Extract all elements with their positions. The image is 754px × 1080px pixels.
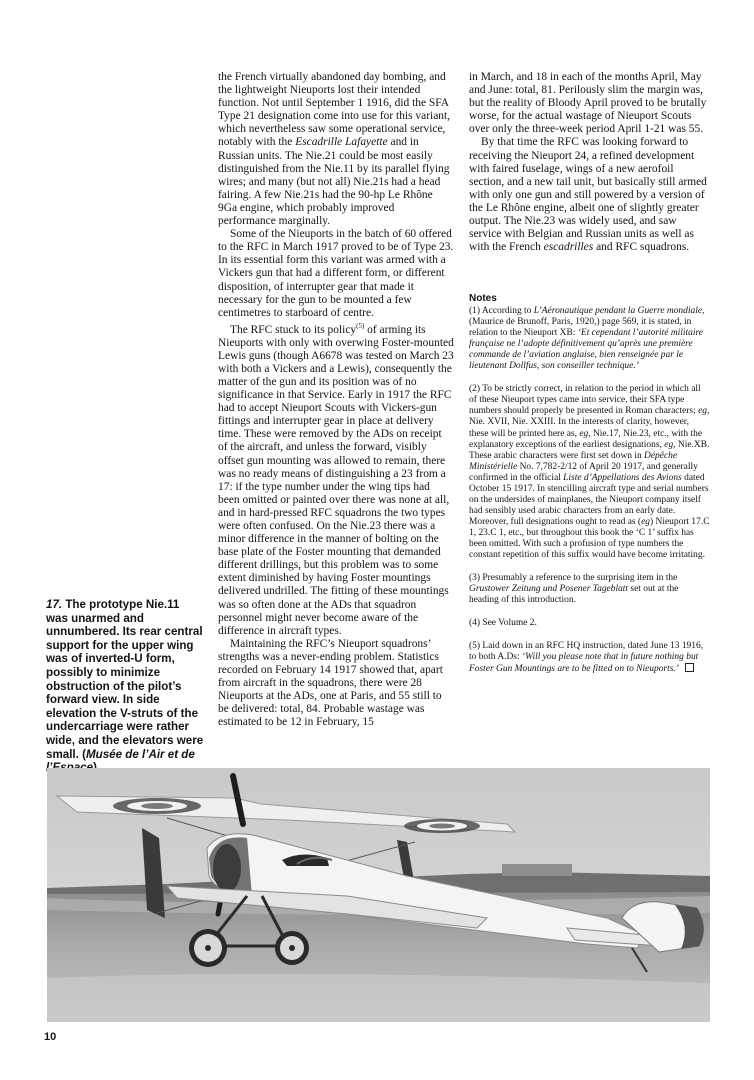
caption-number: 17. bbox=[46, 598, 63, 611]
aircraft-photo bbox=[47, 768, 710, 1022]
main-text-column-right bbox=[469, 71, 709, 254]
figure-caption bbox=[46, 598, 204, 788]
paragraph: Maintaining the RFC’s Nieuport squadrons’ strengths was a never-ending problem. Statistics recorded on February 14 1917 showed that, apart from aircraft in the squadrons, there were 28 Nieuports at the ADs, one at Paris, and 55 still to be delivered: total, 84. Probable wastage was estimated to be 12 in February, 15 bbox=[218, 637, 443, 729]
caption-text: The prototype Nie.11 was unarmed and unnumbered. Its rear central support for the upper wing was of inverted-U form, possibly to minimize obstruction of the pilot’s forward view. In side elevation the V-struts of the undercarriage were rather wide, and the elevators were small. ( bbox=[46, 598, 204, 761]
paragraph: the French virtually abandoned day bombing, and the lightweight Nieuports lost their intended function. Not until September 1 1916, did the SFA Type 21 designation come into use for this variant, which nevertheless saw some operational service, notably with the Escadrille Lafayette and in Russian units. The Nie.21 could be most easily distinguished from the Nie.11 by its parallel flying wires; and many (but not all) Nie.21s had a head fairing. A few Nie.21s had the 90-hp Le Rhône 9Ga engine, which probably improved performance marginally. bbox=[218, 71, 451, 228]
note-3: (3) Presumably a reference to the surprising item in the Grustower Zeitung und Posener Tageblatt set out at the heading of this introduction. bbox=[469, 573, 679, 606]
note-5: (5) Laid down in an RFC HQ instruction, dated June 13 1916, to both A.Ds: ‘Will you please note that in future nothing but Foster Gun Mountings are to be fitted on to Nieuports.’ bbox=[469, 641, 704, 675]
caption-source: Musée de l’Air et de bbox=[85, 747, 195, 761]
notes-heading: Notes bbox=[469, 293, 497, 304]
paragraph: By that time the RFC was looking forward to receiving the Nieuport 24, a refined development with faired fuselage, wings of a new aerofoil section, and a new tail unit, but basically still armed with only one gun and still powered by a version of the Le Rhône engine, albeit one of slightly greater output. The Nie.23 was widely used, and saw service with Belgian and Russian units as well as with the French escadrilles and RFC squadrons. bbox=[469, 136, 707, 254]
footnote-ref: (5) bbox=[356, 321, 365, 330]
main-text-column-middle bbox=[218, 71, 454, 730]
note-4: (4) See Volume 2. bbox=[469, 618, 537, 629]
note-2: (2) To be strictly correct, in relation to the period in which all of these Nieuport types came into service, their SFA type numbers should properly be presented in Roman characters; eg, Nie. XVII, Nie. XXIII. In the interests of clarity, however, these will be printed here as, eg, Nie.17, Nie.23, etc., with the explanatory exceptions of the earliest designations, eg, Nie.XB. These arabic characters were first set down in Dépêche Ministérielle No. 7,782-2/12 of April 20 1917, and generally confirmed in the official Liste d’Appellations des Avions dated October 15 1917. In stencilling aircraft type and serial numbers on the undersides of mainplanes, the Nieuport company itself had sensibly used arabic characters from an early date. Moreover, full designations ought to read as (eg) Nieuport 17.C 1, 23.C 1, etc., but throughout this book the ‘C 1’ suffix has been omitted. With such a profusion of type numbers the constant repetition of this suffix would have become irritating. bbox=[469, 384, 710, 561]
end-of-article-marker bbox=[685, 663, 694, 672]
paragraph: Some of the Nieuports in the batch of 60 offered to the RFC in March 1917 proved to be of Type 23. In its essential form this variant was armed with a Vickers gun that had a different form, or different disposition, of interrupter gear that made it necessary for the gun to be mounted a few centimetres to starboard of centre. bbox=[218, 228, 454, 319]
notes-section bbox=[469, 293, 710, 687]
note-1: (1) According to L’Aéronautique pendant la Guerre mondiale, (Maurice de Brunoff, Paris, 1920,) page 569, it is stated, in relation to the Nieuport XB: ‘Et cependant l’autorité militaire française ne l’adopte définitivement qu’après une première commande de l’aviation anglaise, bien renseignée par le lieutenant Dollfus, son conseiller technique.’ bbox=[469, 306, 705, 372]
paragraph: The RFC stuck to its policy$^{(5)}$ of arming its Nieuports with only with overwing Foster-mounted Lewis guns (though A6678 was tested on March 23 with both a Vickers and a Lewis), consequently the matter of the gun and its position was of no significance in that Service. Early in 1917 the RFC had to accept Nieuport Scouts with Vickers-gun fittings and interrupter gear in place at delivery time. These were removed by the ADs on receipt of the aircraft, and unless the forward, visibly offset gun mounting was allowed to remain, there was no ready means of distinguishing a 23 from a 17: if the type number under the wing tips had been omitted or painted over there was none at all, and in hard-pressed RFC squadrons the two types were often confused. On the Nie.23 there was a minor difference in the manner of bolting on the base plate of the Foster mounting that demanded different drillings, but this problem was to some extent diminished by having Foster mountings delivered undrilled. The fitting of these mountings was so often done at the ADs that squadron personnel might never become aware of the difference in aircraft types. bbox=[218, 321, 454, 637]
nieuport-photo-drawing bbox=[47, 768, 710, 1022]
page-number: 10 bbox=[44, 1031, 57, 1043]
paragraph: in March, and 18 in each of the months April, May and June: total, 81. Perilously slim the margin was, but the reality of Bloody April proved to be brutally worse, for the actual wastage of Nieuport Scouts over only the three-week period April 1-21 was 55. bbox=[469, 71, 707, 136]
